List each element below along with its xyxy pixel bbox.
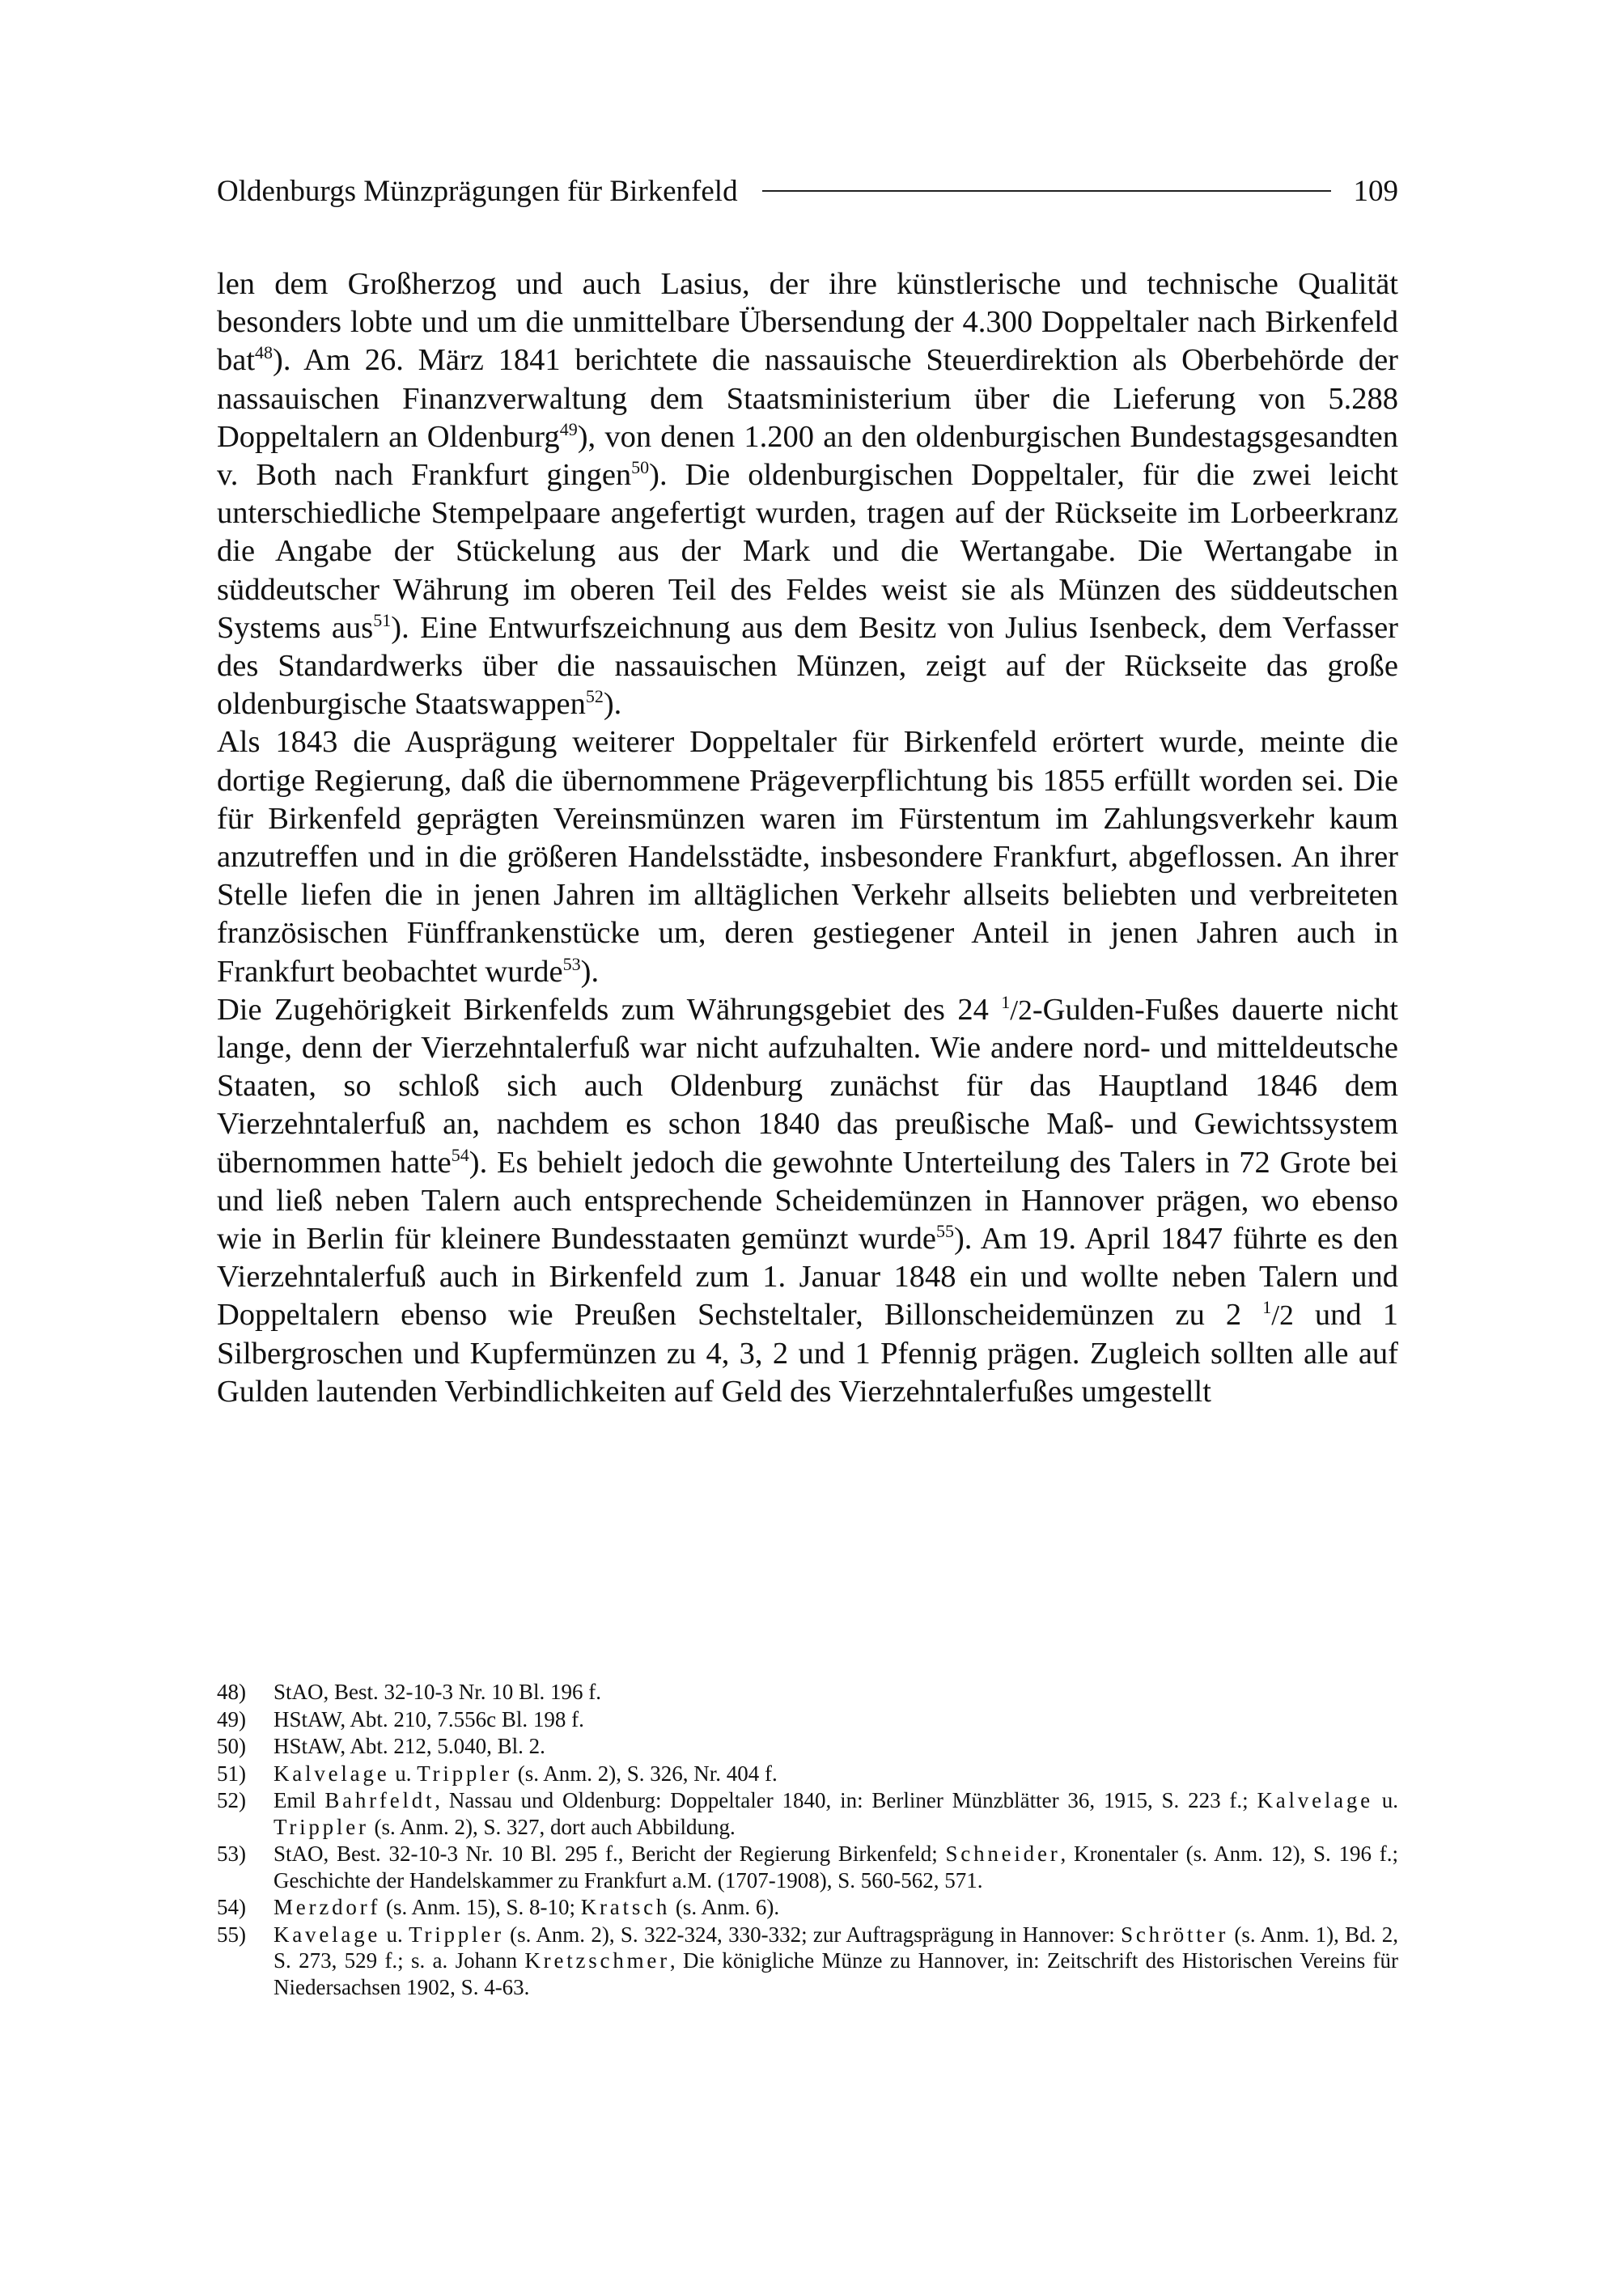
text-run: , Kronentaler (s. Anm. 12), S. 196 f.; Geschichte der Handelskammer zu Frankfurt a.M. (1707-1908), S. 560-562, 571. (273, 1842, 1398, 1892)
fraction-denominator: /2 (1271, 1299, 1294, 1332)
footnote-55 (217, 1922, 1398, 2001)
footnote-number: 54) (217, 1895, 246, 1919)
footnote-number: 53) (217, 1842, 246, 1866)
text-run: (s. Anm. 6). (670, 1895, 780, 1919)
text-run: ). (580, 954, 600, 989)
text-run: , Nassau und Oldenburg: Doppeltaler 1840, in: Berliner Münzblätter 36, 1915, S. 223 f.; (435, 1788, 1257, 1812)
footnote-51 (217, 1761, 1398, 1787)
running-head (217, 168, 1398, 214)
footnote-number: 49) (217, 1706, 246, 1731)
text-run: (s. Anm. 2), S. 322-324, 330-332; zur Auftragsprägung in Hannover: (503, 1922, 1122, 1947)
footnote-text (273, 1761, 1398, 1787)
page-number: 109 (1353, 174, 1398, 208)
text-run: ). Eine Entwurfszeichnung aus dem Besitz von Julius Isenbeck, dem Verfasser des Standardwerks über die nassauischen Münzen, zeigt auf der Rückseite das große oldenburgische Staatswappen (217, 610, 1398, 722)
text-run: ). Die oldenburgischen Doppeltaler, für die zwei leicht unterschiedliche Stempelpaare angefertigt wurden, tragen auf der Rückseite im Lorbeerkranz die Angabe der Stückelung aus der Mark und die Wertangabe. Die Wertangabe in süddeutscher Währung im oberen Teil des Feldes weist sie als Münzen des süddeutschen Systems aus (217, 458, 1398, 645)
footnote-number: 50) (217, 1734, 246, 1758)
text-run: (s. Anm. 15), S. 8-10; (380, 1895, 581, 1919)
footnote-ref-51: 51 (373, 609, 392, 630)
footnote-ref-53: 53 (562, 953, 581, 974)
fraction-denominator: /2 (1010, 993, 1032, 1026)
footnote-text (273, 1841, 1398, 1893)
fraction-numerator: 1 (1001, 991, 1011, 1012)
author-name: Kratsch (580, 1895, 671, 1919)
paragraph-2 (217, 723, 1398, 990)
author-name: Trippler (273, 1814, 369, 1839)
footnote-number: 51) (217, 1761, 246, 1786)
running-title: Oldenburgs Münzprägungen für Birkenfeld (217, 174, 738, 208)
footnote-number: 55) (217, 1922, 246, 1947)
author-name: Kalvelage (273, 1761, 390, 1786)
footnote-ref-52: 52 (585, 686, 604, 707)
author-name: Merzdorf (273, 1895, 381, 1919)
footnote-text: HStAW, Abt. 212, 5.040, Bl. 2. (273, 1734, 545, 1758)
text-run: (s. Anm. 2), S. 327, dort auch Abbildung. (368, 1814, 736, 1839)
footnote-number: 48) (217, 1680, 246, 1704)
footnote-48 (217, 1679, 1398, 1706)
footnote-49 (217, 1706, 1398, 1733)
author-name: Trippler (417, 1761, 512, 1786)
text-run: (s. Anm. 1), Bd. 2, S. 273, 529 f.; s. a. Johann (273, 1922, 1399, 1973)
footnote-ref-50: 50 (631, 457, 650, 478)
footnote-ref-55: 55 (935, 1221, 954, 1242)
footnote-ref-54: 54 (451, 1144, 469, 1165)
author-name: Schneider (945, 1842, 1061, 1866)
author-name: Kretzschmer (524, 1948, 670, 1973)
footnote-54 (217, 1894, 1398, 1921)
body-text (217, 265, 1398, 1411)
text-run: , Die königliche Münze zu Hannover, in: Zeitschrift des Historischen Vereins für Niedersachsen 1902, S. 4-63. (273, 1948, 1398, 1999)
footnote-50 (217, 1733, 1398, 1760)
text-run: len dem Großherzog und auch Lasius, der ihre künstlerische und technische Qualität besonders lobte und um die unmittelbare Übersendung der 4.300 Doppeltaler nach Birkenfeld bat (217, 267, 1398, 378)
text-run: Die Zugehörigkeit Birkenfelds zum Währungsgebiet des 24 (217, 992, 1002, 1027)
text-run: ). Am 19. April 1847 führte es den Vierzehntalerfuß auch in Birkenfeld zum 1. Januar 1848 ein und wollte neben Talern und Doppeltalern ebenso wie Preußen Sechsteltaler, Billonscheidemünzen zu 2 (217, 1222, 1398, 1333)
footnote-ref-49: 49 (559, 418, 578, 439)
author-name: Trippler (409, 1922, 504, 1947)
header-rule (762, 190, 1331, 192)
footnote-text (273, 1787, 1398, 1840)
footnotes (217, 1679, 1398, 2001)
footnote-ref-48: 48 (255, 342, 273, 363)
text-run: ). (603, 687, 622, 722)
text-run: u. (389, 1761, 418, 1786)
text-run: -Gulden-Fußes dauerte nicht lange, denn der Vierzehntalerfuß war nicht aufzuhalten. Wie andere nord- und mitteldeutsche Staaten, so schloß sich auch Oldenburg zunächst für das Hauptland 1846 dem Vierzehntalerfuß an, nachdem es schon 1840 das preußische Maß- und Gewichtssystem übernommen hatte (217, 992, 1398, 1180)
author-name: Kavelage (273, 1922, 381, 1947)
fraction-numerator: 1 (1262, 1297, 1272, 1318)
text-run: Emil (273, 1788, 325, 1812)
paragraph-3 (217, 991, 1398, 1411)
text-run: Als 1843 die Ausprägung weiterer Doppeltaler für Birkenfeld erörtert wurde, meinte die dortige Regierung, daß die übernommene Prägeverpflichtung bis 1855 erfüllt worden sei. Die für Birkenfeld geprägten Vereinsmünzen waren im Fürstentum im Zahlungsverkehr kaum anzutreffen und in die größeren Handelsstädte, insbesondere Frankfurt, abgeflossen. An ihrer Stelle liefen die in jenen Jahren im alltäglichen Verkehr allseits beliebten und verbreiteten französischen Fünffrankenstücke um, deren gestiegener Anteil in jenen Jahren auch in Frankfurt beobachtet wurde (217, 725, 1398, 989)
footnote-text: HStAW, Abt. 210, 7.556c Bl. 198 f. (273, 1706, 584, 1731)
footnote-53 (217, 1841, 1398, 1893)
footnote-number: 52) (217, 1788, 246, 1812)
footnote-text (273, 1922, 1398, 2001)
fraction-one-half (1001, 991, 1032, 1026)
text-run: u. (380, 1922, 409, 1947)
text-run: StAO, Best. 32-10-3 Nr. 10 Bl. 295 f., Bericht der Regierung Birkenfeld; (273, 1842, 946, 1866)
author-name: Bahrfeldt (324, 1788, 435, 1812)
text-run: ), von denen 1.200 an den oldenburgischen Bundestagsgesandten v. Both nach Frankfurt gingen (217, 419, 1398, 493)
text-run: und 1 Silbergroschen und Kupfermünzen zu 4, 3, 2 und 1 Pfennig prägen. Zugleich sollten alle auf Gulden lautenden Verbindlichkeiten auf Geld des Vierzehntalerfußes umgestellt (217, 1298, 1398, 1409)
text-run: u. (1372, 1788, 1399, 1812)
author-name: Schrötter (1121, 1922, 1229, 1947)
author-name: Kalvelage (1257, 1788, 1373, 1812)
footnote-text: StAO, Best. 32-10-3 Nr. 10 Bl. 196 f. (273, 1680, 601, 1704)
text-run: ). Es behielt jedoch die gewohnte Unterteilung des Talers in 72 Grote bei und ließ neben Talern auch entsprechende Scheidemünzen in Hannover prägen, wo ebenso wie in Berlin für kleinere Bundesstaaten gemünzt wurde (217, 1145, 1398, 1257)
text-run: ). Am 26. März 1841 berichtete die nassauische Steuerdirektion als Oberbehörde der nassauischen Finanzverwaltung dem Staatsministerium über die Lieferung von 5.288 Doppeltalern an Oldenburg (217, 343, 1398, 454)
footnote-52 (217, 1787, 1398, 1840)
fraction-one-half (1262, 1299, 1294, 1331)
paragraph-1 (217, 265, 1398, 723)
text-run: (s. Anm. 2), S. 326, Nr. 404 f. (511, 1761, 778, 1786)
footnote-text (273, 1894, 1398, 1921)
